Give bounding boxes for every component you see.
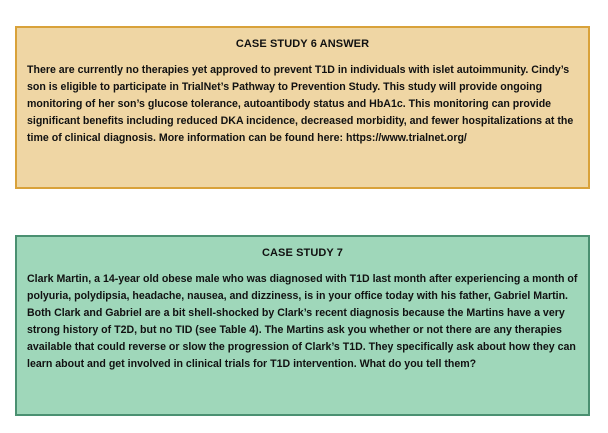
case-study-7-title: CASE STUDY 7 [261, 247, 344, 259]
case-study-6-answer-body: There are currently no therapies yet approved to prevent T1D in individuals with islet autoimmunity. Cindy’s son is eligible to participate in TrialNet’s Pathway to Prevention Study. This study will provide ongoing monitoring of her son’s glucose tolerance, autoantibody status and HbA1c. This monitoring can provide significant benefits including reduced DKA incidence, decreased morbidity, and fewer hospitalizations at the time of clinical diagnosis. More information can be found here: https://www.trialnet.org/ [27, 64, 574, 144]
case-study-6-answer-title: CASE STUDY 6 ANSWER [235, 38, 370, 50]
case-study-6-answer-box [15, 26, 590, 189]
case-study-7-body: Clark Martin, a 14-year old obese male who was diagnosed with T1D last month after experiencing a month of polyuria, polydipsia, headache, nausea, and dizziness, is in your office today with his father, Gabriel Martin. Both Clark and Gabriel are a bit shell-shocked by Clark’s recent diagnosis because the Martins have a very strong history of T2D, but no TID (see Table 4). The Martins ask you whether or not there are any therapies available that could reverse or slow the progression of Clark’s T1D. They specifically ask about how they can learn about and get involved in clinical trials for T1D intervention. What do you tell them? [27, 273, 578, 370]
case-study-7-box [15, 235, 590, 416]
